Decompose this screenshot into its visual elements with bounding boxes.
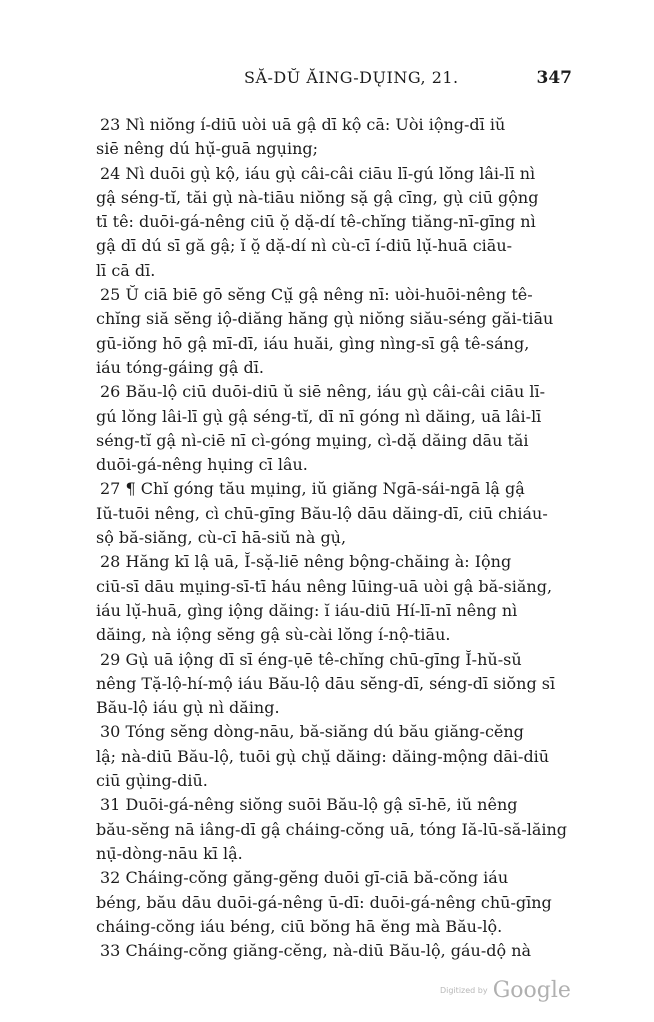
text-line: gậ séng-tĭ, tăi gụ̀ nà-tiāu niŏng sặ gậ cīng, gụ̀ ciū gộng xyxy=(96,187,539,207)
page-number: 347 xyxy=(536,68,572,88)
google-logo: Google xyxy=(492,978,571,1003)
text-line: dăing, nà iộng sĕng gậ sù-cài lŏng í-nộ-tiāu. xyxy=(96,625,451,645)
digitized-by-label: Digitized by xyxy=(440,986,488,995)
text-line: sộ bă-siăng, cù-cī hā-siŭ nà gụ̀, xyxy=(96,528,347,548)
text-line: gậ dī dú sī gă gậ; ĭ ŏ̤ dặ-dí nì cù-cī í-diū lụ̆-huā ciāu- xyxy=(96,236,513,256)
text-line: béng, bău dāu duōi-gá-nêng ū-dī: duōi-gá-nêng chū-gīng xyxy=(96,892,552,912)
body-text xyxy=(96,113,574,963)
text-line: 29 Gụ̀ uā iộng dī sī éng-ụē tê-chĭng chū-gīng Ĭ-hŭ-sŭ xyxy=(100,649,522,669)
text-line: Iŭ-tuōi nêng, cì chū-gīng Bău-lộ dāu dăing-dī, ciū chiáu- xyxy=(96,503,548,523)
text-line: ciū-sī dāu mṳing-sī-tī háu nêng lūing-uā uòi gậ bă-siăng, xyxy=(96,576,553,596)
text-line: nụ̄-dòng-nāu kī lậ. xyxy=(96,843,243,863)
text-line: chĭng siă sĕng iộ-diăng hăng gụ̀ niŏng siău-séng găi-tiāu xyxy=(96,309,554,329)
text-line: lī cā dī. xyxy=(96,260,156,280)
text-line: gū-iŏng hō gậ mī-dī, iáu huăi, gìng nìng-sī gậ tê-sáng, xyxy=(96,333,530,353)
text-line: bău-sĕng nā iâng-dī gậ cháing-cŏng uā, tóng Iă-lū-să-lăing xyxy=(96,819,568,839)
text-line: séng-tĭ gậ nì-ciē nī cì-góng mṳing, cì-dặ dăing dāu tăi xyxy=(96,430,529,450)
text-line: 33 Cháing-cŏng giăng-cĕng, nà-diū Bău-lộ, gáu-dộ nà xyxy=(100,941,532,961)
text-line: cháing-cŏng iáu béng, ciū bŏng hā ĕng mà Bău-lộ. xyxy=(96,916,503,936)
text-line: iáu lụ̆-huā, gìng iộng dăing: ĭ iáu-diū Hí-lī-nī nêng nì xyxy=(96,600,518,620)
text-line: 26 Bău-lộ ciū duōi-diū ŭ siē nêng, iáu gụ̀ câi-câi ciāu lī- xyxy=(100,382,546,402)
text-line: iáu tóng-gáing gậ dī. xyxy=(96,357,264,377)
text-line: Bău-lộ iáu gụ̀ nì dăing. xyxy=(96,698,280,718)
page-header xyxy=(120,68,572,92)
text-line: duōi-gá-nêng hụing cī lâu. xyxy=(96,455,308,475)
text-line: nêng Tặ-lộ-hí-mộ iáu Bău-lộ dāu sĕng-dī, séng-dī siŏng sī xyxy=(96,673,556,693)
text-line: 28 Hăng kī lậ uā, Ĭ-sặ-liē nêng bộng-chăing à: Iộng xyxy=(100,552,512,572)
text-line: 27 ¶ Chĭ góng tău mṳing, iŭ giăng Ngā-sái-ngā lậ gậ xyxy=(100,479,525,499)
text-line: tī tê: duōi-gá-nêng ciū ŏ̤ dặ-dí tê-chĭng tiăng-nī-gīng nì xyxy=(96,212,536,232)
text-line: 23 Nì niŏng í-diū uòi uā gậ dī kộ cā: Uòi iộng-dī iŭ xyxy=(100,115,506,134)
text-line: ciū gụ̀ing-diū. xyxy=(96,771,208,791)
text-line: gú lŏng lâi-lī gụ̀ gậ séng-tĭ, dī nī góng nì dăing, uā lâi-lī xyxy=(96,406,542,426)
text-line: lậ; nà-diū Bău-lộ, tuōi gụ̀ chṳ̆ dăing: dăing-mộng dāi-diū xyxy=(96,746,550,766)
running-title: SĂ-DŬ ĂING-DŲING, 21. xyxy=(244,68,459,87)
text-line: 24 Nì duōi gụ̀ kộ, iáu gụ̀ câi-câi ciāu lī-gú lŏng lâi-lī nì xyxy=(100,163,536,183)
text-line: 30 Tóng sĕng dòng-nāu, bă-siăng dú bău giăng-cĕng xyxy=(100,722,524,742)
text-line: 25 Ŭ ciā biē gō sĕng Cṳ̆ gậ nêng nī: uòi-huōi-nêng tê- xyxy=(100,285,533,305)
text-line: 31 Duōi-gá-nêng siŏng suōi Bău-lộ gậ sī-hē, iŭ nêng xyxy=(100,795,518,815)
text-line: siē nêng dú hụ̆-guā ngụing; xyxy=(96,139,319,159)
text-line: 32 Cháing-cŏng găng-gĕng duōi gī-ciā bă-cŏng iáu xyxy=(100,868,509,888)
digitization-watermark xyxy=(440,978,580,1008)
